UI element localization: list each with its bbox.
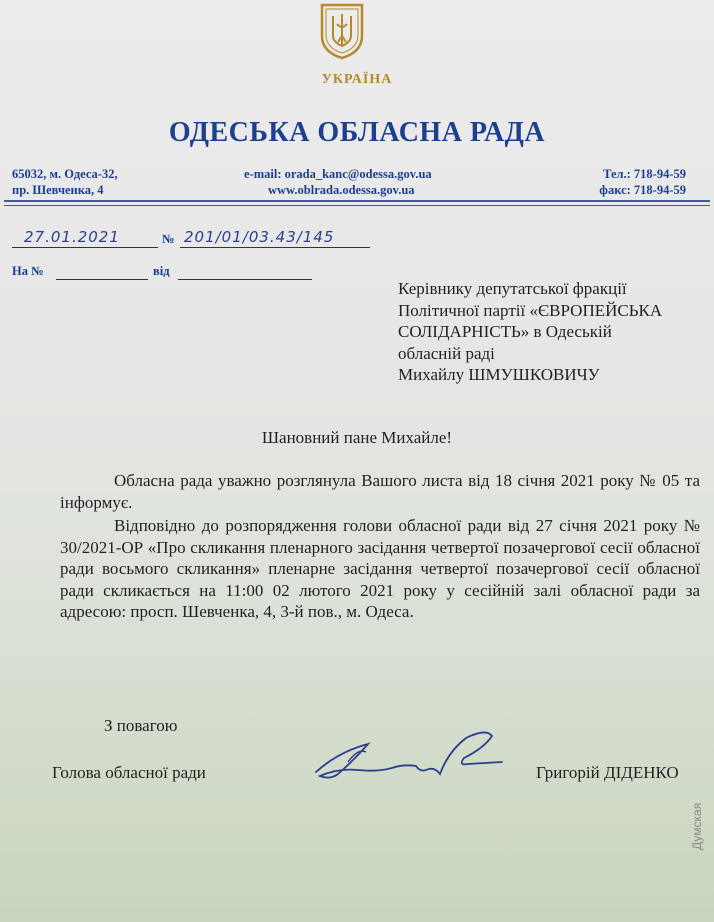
fax-line: факс: 718-94-59 bbox=[599, 183, 686, 197]
addressee-block bbox=[398, 278, 662, 386]
outgoing-number: 201/01/03.43/145 bbox=[184, 228, 335, 246]
body-paragraph-1: Обласна рада уважно розглянула Вашого листа від 18 січня 2021 року № 05 та інформує. bbox=[60, 471, 700, 512]
phone-line: Тел.: 718-94-59 bbox=[603, 167, 686, 181]
addressee-line: Керівнику депутатської фракції bbox=[398, 279, 627, 298]
addressee-line: Михайлу ШМУШКОВИЧУ bbox=[398, 365, 600, 384]
postal-address bbox=[12, 166, 118, 198]
country-name: УКРАЇНА bbox=[321, 72, 393, 87]
signer-name: Григорій ДІДЕНКО bbox=[536, 763, 679, 782]
addressee-line: обласній раді bbox=[398, 343, 495, 363]
salutation: Шановний пане Михайле! bbox=[261, 428, 453, 447]
email-line[interactable]: e-mail: orada_kanc@odessa.gov.ua bbox=[244, 167, 432, 181]
coat-of-arms-icon bbox=[318, 2, 366, 60]
watermark: Думская bbox=[690, 802, 704, 850]
address-line-1: 65032, м. Одеса-32, bbox=[12, 167, 118, 181]
addressee-line: Політичної партії «ЄВРОПЕЙСЬКА bbox=[398, 300, 663, 320]
addressee-line: СОЛІДАРНІСТЬ» в Одеській bbox=[398, 322, 612, 341]
contact-block bbox=[244, 166, 432, 198]
reference-from-label: від bbox=[153, 264, 170, 278]
signature bbox=[308, 722, 508, 792]
phone-block bbox=[560, 166, 686, 198]
reference-date-underline bbox=[178, 279, 312, 280]
regards-text: З повагою bbox=[104, 716, 178, 735]
council-name: ОДЕСЬКА ОБЛАСНА РАДА bbox=[168, 117, 546, 148]
outgoing-date: 27.01.2021 bbox=[24, 228, 120, 246]
number-sign: № bbox=[162, 232, 175, 246]
reference-underline bbox=[56, 279, 148, 280]
date-underline bbox=[12, 247, 158, 248]
header-divider-thin bbox=[4, 205, 710, 206]
signer-position: Голова обласної ради bbox=[52, 763, 206, 782]
address-line-2: пр. Шевченка, 4 bbox=[12, 183, 104, 197]
number-underline bbox=[180, 247, 370, 248]
body-paragraph-2: Відповідно до розпорядження голови обласної ради від 27 січня 2021 року № 30/2021-ОР «Про скликання пленарного засідання четвертої позачергової сесії обласної ради восьмого скликання» пленарне засідання четвертої позачергової сесії обласної ради скликається на 11:00 02 лютого 2021 року у сесійній залі обласної ради за адресою: просп. Шевченка, 4, 3-й пов., м. Одеса. bbox=[60, 516, 700, 621]
reference-label: На № bbox=[12, 264, 44, 278]
header-divider bbox=[4, 200, 710, 202]
website-line[interactable]: www.oblrada.odessa.gov.ua bbox=[268, 183, 415, 197]
